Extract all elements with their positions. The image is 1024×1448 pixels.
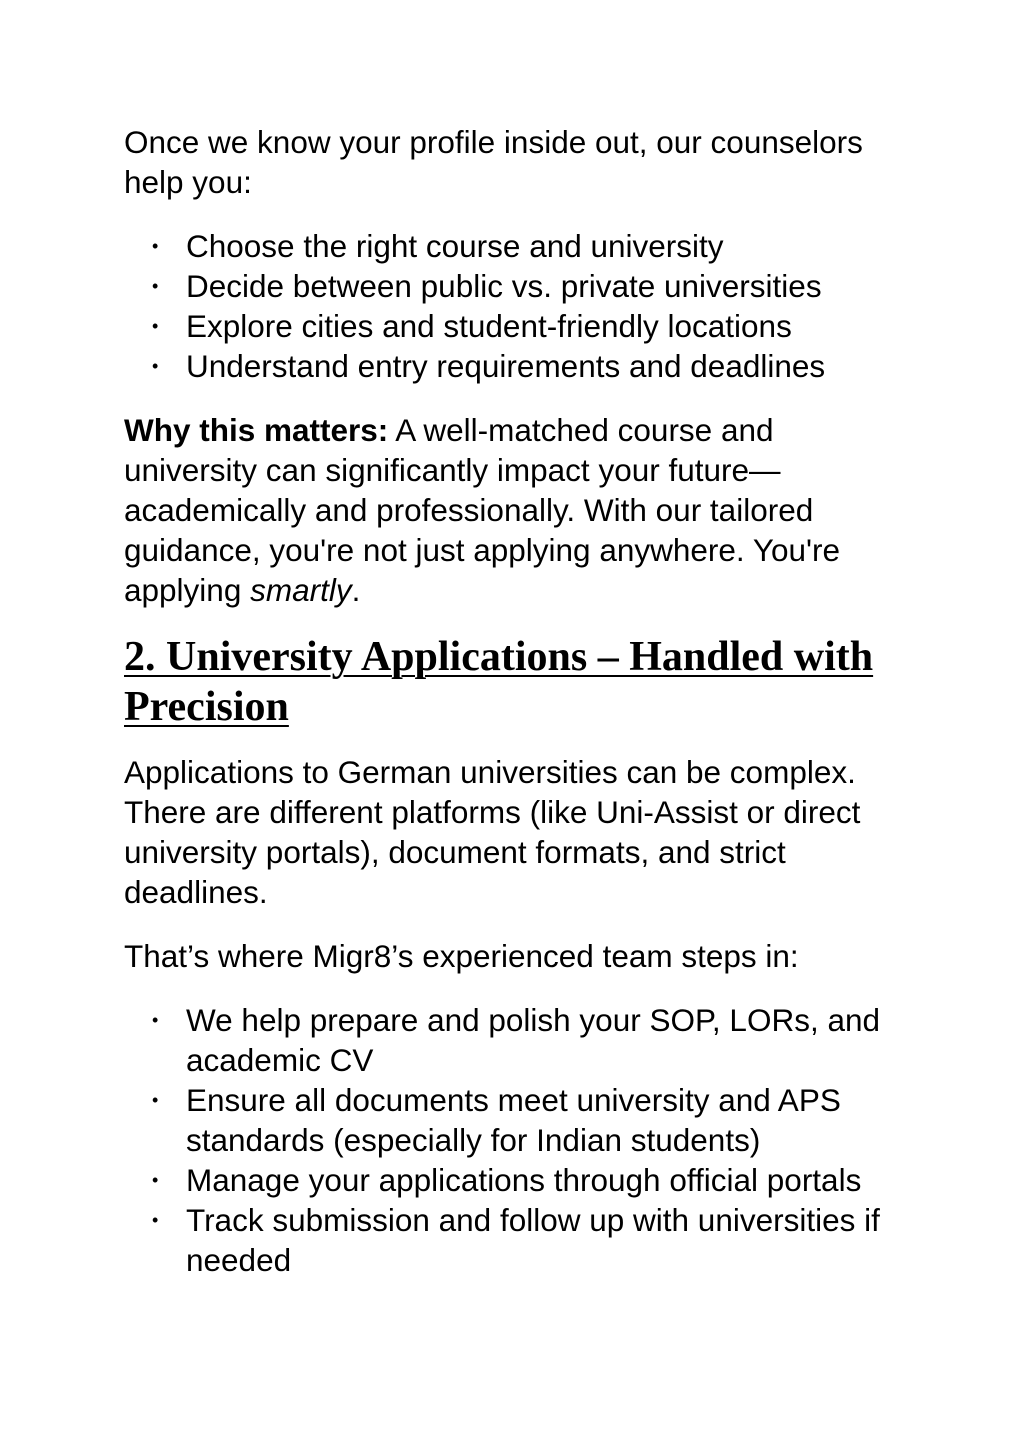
list-item-text: We help prepare and polish your SOP, LORs, and academic CV [186,1002,880,1078]
bullet-icon: • [152,1170,159,1190]
list-item [152,266,914,306]
list-item-text: Manage your applications through official portals [186,1162,862,1198]
services-list [124,1000,914,1280]
list-item-text: Choose the right course and university [186,228,724,264]
why-this-matters-paragraph [124,410,914,610]
section-heading: 2. University Applications – Handled with Precision [124,634,874,730]
bullet-icon: • [152,276,159,296]
bullet-icon: • [152,1090,159,1110]
counsel-list [124,226,914,386]
list-item [152,226,914,266]
bullet-icon: • [152,236,159,256]
bullet-icon: • [152,1010,159,1030]
intro-paragraph: Once we know your profile inside out, our counselors help you: [124,124,863,200]
list-item [152,346,914,386]
list-item [152,1000,914,1080]
why-body: A well-matched course and university can significantly impact your future—academically and professionally. With our tailored guidance, you're not just applying anywhere. You're applying [124,412,841,608]
applications-paragraph: Applications to German universities can be complex. There are different platforms (like Uni-Assist or direct university portals), document formats, and strict deadlines. [124,754,861,910]
list-item [152,1200,914,1280]
list-item-text: Understand entry requirements and deadlines [186,348,826,384]
team-lead-paragraph: That’s where Migr8’s experienced team steps in: [124,938,799,974]
list-item-text: Explore cities and student-friendly locations [186,308,792,344]
document-page [124,122,914,1280]
list-item [152,1080,914,1160]
list-item-text: Track submission and follow up with universities if needed [186,1202,880,1278]
bullet-icon: • [152,316,159,336]
bullet-icon: • [152,1210,159,1230]
list-item-text: Ensure all documents meet university and APS standards (especially for Indian students) [186,1082,841,1158]
why-end: . [351,572,361,608]
bullet-icon: • [152,356,159,376]
list-item-text: Decide between public vs. private universities [186,268,822,304]
list-item [152,306,914,346]
list-item [152,1160,914,1200]
why-label: Why this matters: [124,412,389,448]
why-emphasis: smartly [250,572,352,608]
